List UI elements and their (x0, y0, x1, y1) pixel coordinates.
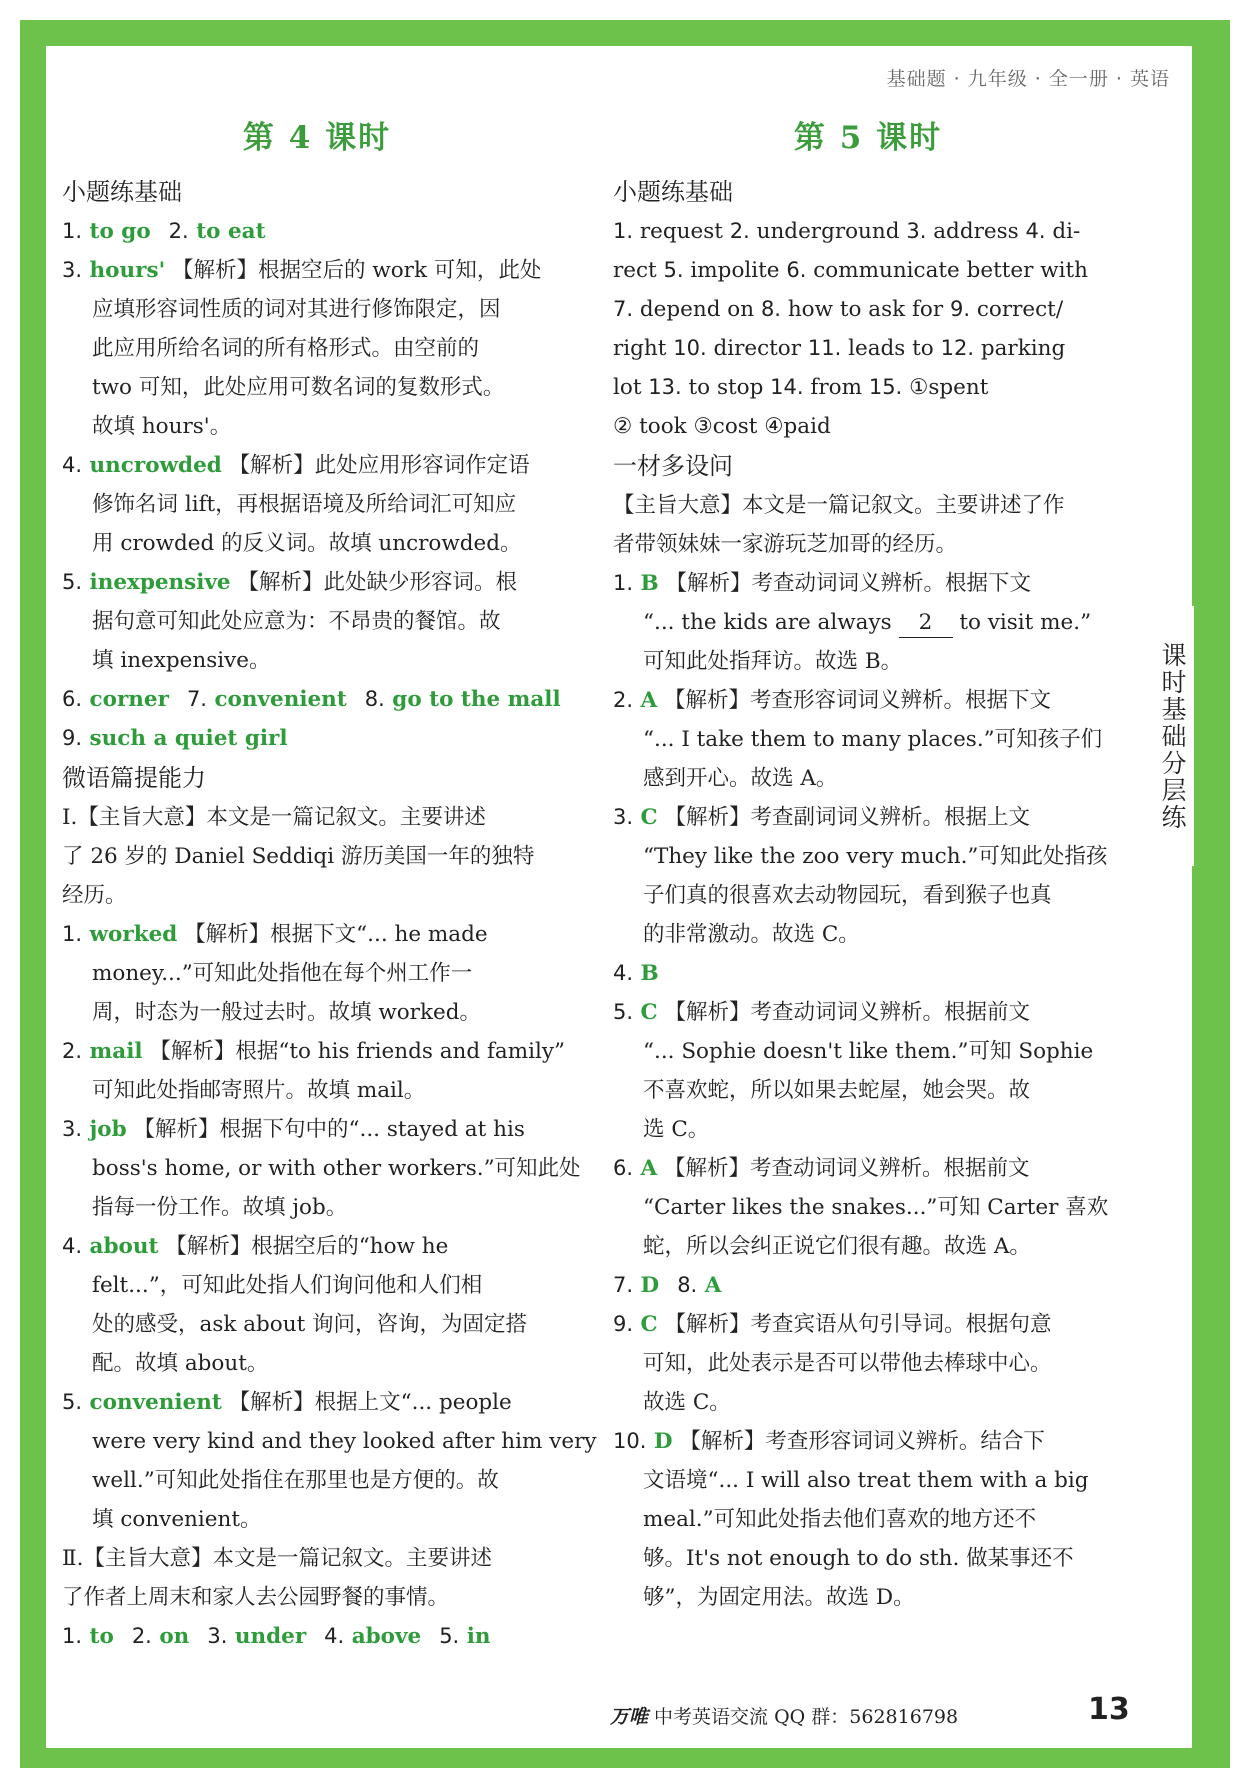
text-line (62, 1578, 572, 1617)
text-line (613, 1422, 1123, 1461)
green-frame-right (1192, 20, 1230, 1768)
item-number: 3. (62, 258, 83, 282)
item-number: 5. (613, 1000, 634, 1024)
text-line (62, 837, 572, 876)
line-text: meal.”可知此处指去他们喜欢的地方还不 (643, 1507, 1037, 1532)
text-line (613, 1578, 1123, 1617)
text-line (613, 251, 1123, 290)
line-text: communicate better with (806, 258, 1088, 283)
item-number: 4. (62, 1234, 83, 1258)
text-line (62, 1539, 572, 1578)
item-number: 1. (613, 571, 634, 595)
text-line (613, 1461, 1123, 1500)
line-text: 【解析】考查动词词义辨析。根据前文 (657, 1156, 1030, 1181)
line-text: 【解析】此处应用形容词作定语 (221, 453, 530, 478)
item-number: 8. (760, 297, 781, 321)
answer-text: job (82, 1117, 127, 1142)
line-text: were very kind and they looked after him very (92, 1429, 597, 1454)
item-number: 14. (770, 375, 804, 399)
line-text: money...”可知此处指他在每个州工作一 (92, 961, 473, 986)
text-line (62, 1461, 572, 1500)
answer-text: about (82, 1234, 159, 1259)
line-text: 故填 hours'。 (92, 414, 232, 439)
item-number: 10. (673, 336, 707, 360)
line-text: address (926, 219, 1026, 244)
text-line (613, 954, 1123, 993)
answer-text: C (633, 1000, 658, 1025)
text-line (62, 329, 572, 368)
text-line (62, 251, 572, 290)
item-number: 3. (613, 805, 634, 829)
section-heading (62, 172, 572, 212)
blank-field: 2 (899, 609, 953, 638)
line-text: boss's home, or with other workers.”可知此处 (92, 1156, 581, 1181)
line-text: 够”，为固定用法。故选 D。 (643, 1585, 915, 1610)
line-text: “They like the zoo very much.”可知此处指孩 (643, 844, 1108, 869)
line-text: to visit me.” (952, 610, 1092, 635)
text-line (613, 1500, 1123, 1539)
line-text: 者带领妹妹一家游玩芝加哥的经历。 (613, 532, 958, 557)
line-text: director (706, 336, 808, 361)
item-number: 3. (207, 1624, 228, 1648)
text-line (613, 1071, 1123, 1110)
column-lesson-4 (62, 112, 597, 1656)
text-line (62, 446, 572, 485)
item-number: 8. (677, 1273, 698, 1297)
footer (610, 1702, 958, 1729)
section-heading (613, 172, 1123, 212)
answer-text: worked (82, 922, 178, 947)
line-text: 指每一份工作。故填 job。 (92, 1195, 348, 1220)
text-line (613, 368, 1123, 407)
line-text: 填 convenient。 (92, 1507, 262, 1532)
item-number: 6. (786, 258, 807, 282)
lesson-5-content (613, 172, 1123, 1617)
item-number: 1. (62, 219, 83, 243)
answer-text: to eat (188, 219, 266, 244)
answer-text: such a quiet girl (82, 726, 288, 751)
text-line (613, 212, 1123, 251)
line-text: 了 26 岁的 Daniel Seddiqi 游历美国一年的独特 (62, 844, 535, 869)
item-number: 11. (807, 336, 842, 360)
line-text: 经历。 (62, 883, 127, 908)
line-text: 用 crowded 的反义词。故填 uncrowded。 (92, 531, 522, 556)
text-line (62, 407, 572, 446)
text-line (62, 1032, 572, 1071)
text-line (613, 290, 1123, 329)
line-text: 子们真的很喜欢去动物园玩，看到猴子也真 (643, 883, 1052, 908)
line-text: 够。It's not enough to do sth. 做某事还不 (643, 1546, 1074, 1571)
item-number: 2. (62, 1039, 83, 1063)
answer-text: uncrowded (82, 453, 222, 478)
answer-text: to (82, 1624, 114, 1649)
lesson-title: 第 5 课时 (793, 120, 943, 156)
text-line (613, 407, 1123, 446)
answer-text: inexpensive (82, 570, 231, 595)
answer-text: mail (82, 1039, 143, 1064)
line-text: 修饰名词 lift，再根据语境及所给词汇可知应 (92, 492, 517, 517)
line-text: ①spent (902, 375, 989, 400)
answer-text: C (633, 1312, 658, 1337)
item-number: 7. (613, 297, 634, 321)
line-text: 可知此处指拜访。故选 B。 (643, 649, 903, 674)
item-number: 2. (168, 219, 189, 243)
line-text: how to ask for (780, 297, 950, 322)
line-text: “... I take them to many places.”可知孩子们 (643, 727, 1103, 752)
line-text: 此应用所给名词的所有格形式。由空前的 (92, 336, 480, 361)
answer-text: C (633, 805, 658, 830)
text-line (613, 720, 1123, 759)
answer-text: corner (82, 687, 169, 712)
text-line (62, 1149, 581, 1188)
text-line (613, 1383, 1123, 1422)
item-number: 5. (62, 570, 83, 594)
line-text: 应填形容词性质的词对其进行修饰限定，因 (92, 297, 501, 322)
item-number: 1. (613, 219, 634, 243)
side-tab-label: 课时基础分层练 (1158, 641, 1187, 831)
page-header: 基础题 · 九年级 · 全一册 · 英语 (886, 68, 1170, 90)
page-number: 13 (1088, 1692, 1130, 1727)
line-text: correct/ (970, 297, 1064, 322)
line-text: 选 C。 (643, 1117, 710, 1142)
text-line (613, 486, 1123, 525)
line-text: ② took ③cost ④paid (613, 414, 831, 439)
line-text: right (613, 336, 674, 361)
answer-text: B (633, 571, 659, 596)
text-line (613, 915, 1123, 954)
text-line (613, 681, 1123, 720)
text-line (62, 954, 572, 993)
text-line (62, 563, 572, 602)
text-line (613, 759, 1123, 798)
line-text: lot (613, 375, 649, 400)
text-line (62, 524, 572, 563)
green-frame-bottom (20, 1748, 1230, 1768)
text-line (62, 915, 572, 954)
answer-text: A (633, 688, 658, 713)
item-number: 7. (613, 1273, 634, 1297)
line-text: 的非常激动。故选 C。 (643, 922, 860, 947)
line-text: 【解析】根据空后的“how he (158, 1234, 449, 1259)
text-line (613, 1266, 1123, 1305)
footer-text: 中考英语交流 QQ 群：562816798 (648, 1706, 959, 1728)
text-line (62, 876, 572, 915)
text-line (613, 564, 1123, 603)
line-text: 了作者上周末和家人去公园野餐的事情。 (62, 1585, 450, 1610)
line-text: 【主旨大意】本文是一篇记叙文。主要讲述了作 (613, 493, 1065, 518)
text-line (613, 876, 1123, 915)
line-text: 【解析】根据下句中的“... stayed at his (126, 1117, 525, 1142)
item-number: 5. (439, 1624, 460, 1648)
text-line (62, 1227, 572, 1266)
item-number: 9. (62, 726, 83, 750)
item-number: 9. (613, 1312, 634, 1336)
text-line (613, 798, 1123, 837)
line-text: parking (974, 336, 1066, 361)
item-number: 5. (663, 258, 684, 282)
answer-text: above (344, 1624, 422, 1649)
text-line (613, 1110, 1123, 1149)
answer-text: B (633, 961, 659, 986)
line-text: 一材多设问 (613, 452, 733, 480)
line-text: 【解析】根据上文“... people (221, 1390, 512, 1415)
text-line (613, 1227, 1123, 1266)
line-text: 【解析】根据空后的 work 可知，此处 (165, 258, 542, 283)
line-text: “... the kids are always (643, 610, 899, 635)
text-line (62, 993, 572, 1032)
line-text: felt...”，可知此处指人们询问他和人们相 (92, 1273, 483, 1298)
text-line (62, 212, 572, 251)
item-number: 4. (62, 453, 83, 477)
line-text: 蛇，所以会纠正说它们很有趣。故选 A。 (643, 1234, 1031, 1259)
item-number: 4. (613, 961, 634, 985)
line-text: 微语篇提能力 (62, 764, 206, 792)
column-lesson-5 (613, 112, 1123, 1617)
line-text: 【解析】考查宾语从句引导词。根据句意 (657, 1312, 1052, 1337)
answer-text: D (633, 1273, 660, 1298)
line-text: 【解析】考查动词词义辨析。根据前文 (657, 1000, 1030, 1025)
line-text: 可知，此处表示是否可以带他去棒球中心。 (643, 1351, 1052, 1376)
line-text: 填 inexpensive。 (92, 648, 271, 673)
line-text: Ⅱ.【主旨大意】本文是一篇记叙文。主要讲述 (62, 1546, 492, 1571)
line-text: 小题练基础 (62, 178, 182, 206)
line-text: 【解析】根据下文“... he made (177, 922, 488, 947)
text-line (62, 719, 572, 758)
answer-text: in (459, 1624, 491, 1649)
line-text: 【解析】考查形容词词义辨析。根据下文 (657, 688, 1052, 713)
item-number: 5. (62, 1390, 83, 1414)
answer-text: A (697, 1273, 722, 1298)
line-text: 【解析】此处缺少形容词。根 (230, 570, 517, 595)
text-line (62, 290, 572, 329)
green-frame-top (20, 20, 1230, 46)
line-text: 【解析】根据“to his friends and family” (142, 1039, 566, 1064)
item-number: 15. (868, 375, 903, 399)
green-frame-left (20, 20, 46, 1768)
line-text: 可知此处指邮寄照片。故填 mail。 (92, 1078, 426, 1103)
text-line (62, 368, 572, 407)
line-text: 故选 C。 (643, 1390, 731, 1415)
item-number: 3. (62, 1117, 83, 1141)
line-text: depend on (633, 297, 761, 322)
text-line (613, 603, 1123, 642)
line-text: rect (613, 258, 664, 283)
text-line (613, 642, 1123, 681)
answer-text: convenient (206, 687, 347, 712)
answer-text: convenient (82, 1390, 222, 1415)
text-line (613, 1344, 1123, 1383)
item-number: 8. (364, 687, 385, 711)
answer-text: go to the mall (384, 687, 561, 712)
item-number: 2. (613, 688, 634, 712)
text-line (613, 1539, 1123, 1578)
text-line (62, 1266, 572, 1305)
line-text: two 可知，此处应用可数名词的复数形式。 (92, 375, 505, 400)
answer-text: hours' (82, 258, 166, 283)
lesson-title: 第 4 课时 (242, 120, 392, 156)
item-number: 1. (62, 922, 83, 946)
item-number: 13. (648, 375, 682, 399)
text-line (613, 837, 1123, 876)
line-text: 不喜欢蛇，所以如果去蛇屋，她会哭。故 (643, 1078, 1031, 1103)
item-number: 9. (950, 297, 971, 321)
answer-text: under (227, 1624, 307, 1649)
item-number: 7. (186, 687, 207, 711)
item-number: 12. (940, 336, 974, 360)
line-text: 周，时态为一般过去时。故填 worked。 (92, 1000, 481, 1025)
line-text: request (633, 219, 730, 244)
text-line (62, 1188, 572, 1227)
text-line (613, 329, 1123, 368)
line-text: 据句意可知此处应意为：不昂贵的餐馆。故 (92, 609, 501, 634)
text-line (62, 1305, 572, 1344)
line-text: leads to (841, 336, 941, 361)
line-text: di- (1045, 219, 1081, 244)
text-line (613, 1188, 1123, 1227)
line-text: impolite (683, 258, 787, 283)
text-line (62, 1110, 572, 1149)
text-line (62, 1500, 572, 1539)
line-text: 【解析】考查副词词义辨析。根据上文 (657, 805, 1030, 830)
item-number: 10. (613, 1429, 647, 1453)
item-number: 4. (324, 1624, 345, 1648)
line-text: “... Sophie doesn't like them.”可知 Sophie (643, 1039, 1094, 1064)
text-line (613, 1032, 1123, 1071)
line-text: underground (749, 219, 907, 244)
text-line (62, 602, 572, 641)
text-line (62, 1071, 572, 1110)
line-text: 【解析】考查形容词词义辨析。结合下 (672, 1429, 1045, 1454)
line-text: 小题练基础 (613, 178, 733, 206)
line-text: 配。故填 about。 (92, 1351, 269, 1376)
answer-text: on (151, 1624, 190, 1649)
text-line (62, 641, 572, 680)
section-heading (62, 758, 572, 798)
item-number: 2. (131, 1624, 152, 1648)
text-line (62, 1422, 597, 1461)
item-number: 2. (729, 219, 750, 243)
answer-text: to go (82, 219, 151, 244)
text-line (62, 798, 572, 837)
line-text: well.”可知此处指住在那里也是方便的。故 (92, 1468, 499, 1493)
line-text: “Carter likes the snakes...”可知 Carter 喜欢 (643, 1195, 1109, 1220)
item-number: 4. (1025, 219, 1046, 243)
line-text: 文语境“... I will also treat them with a big (643, 1468, 1089, 1493)
item-number: 3. (906, 219, 927, 243)
item-number: 6. (62, 687, 83, 711)
text-line (613, 1305, 1123, 1344)
item-number: 1. (62, 1624, 83, 1648)
line-text: Ⅰ.【主旨大意】本文是一篇记叙文。主要讲述 (62, 805, 486, 830)
answer-text: D (646, 1429, 673, 1454)
line-text: 【解析】考查动词词义辨析。根据下文 (658, 571, 1032, 596)
text-line (613, 525, 1123, 564)
line-text: 感到开心。故选 A。 (643, 766, 838, 791)
text-line (613, 993, 1123, 1032)
answer-text: A (633, 1156, 658, 1181)
line-text: 处的感受，ask about 询问，咨询，为固定搭 (92, 1312, 528, 1337)
side-tab (1150, 606, 1194, 866)
text-line (62, 1344, 572, 1383)
text-line (62, 485, 572, 524)
section-heading (613, 446, 1123, 486)
lesson-4-content (62, 172, 597, 1656)
item-number: 6. (613, 1156, 634, 1180)
text-line (613, 1149, 1123, 1188)
text-line (62, 1617, 572, 1656)
line-text: from (803, 375, 869, 400)
line-text: to stop (681, 375, 771, 400)
text-line (62, 680, 572, 719)
footer-brand: 万唯 (610, 1706, 649, 1728)
text-line (62, 1383, 572, 1422)
